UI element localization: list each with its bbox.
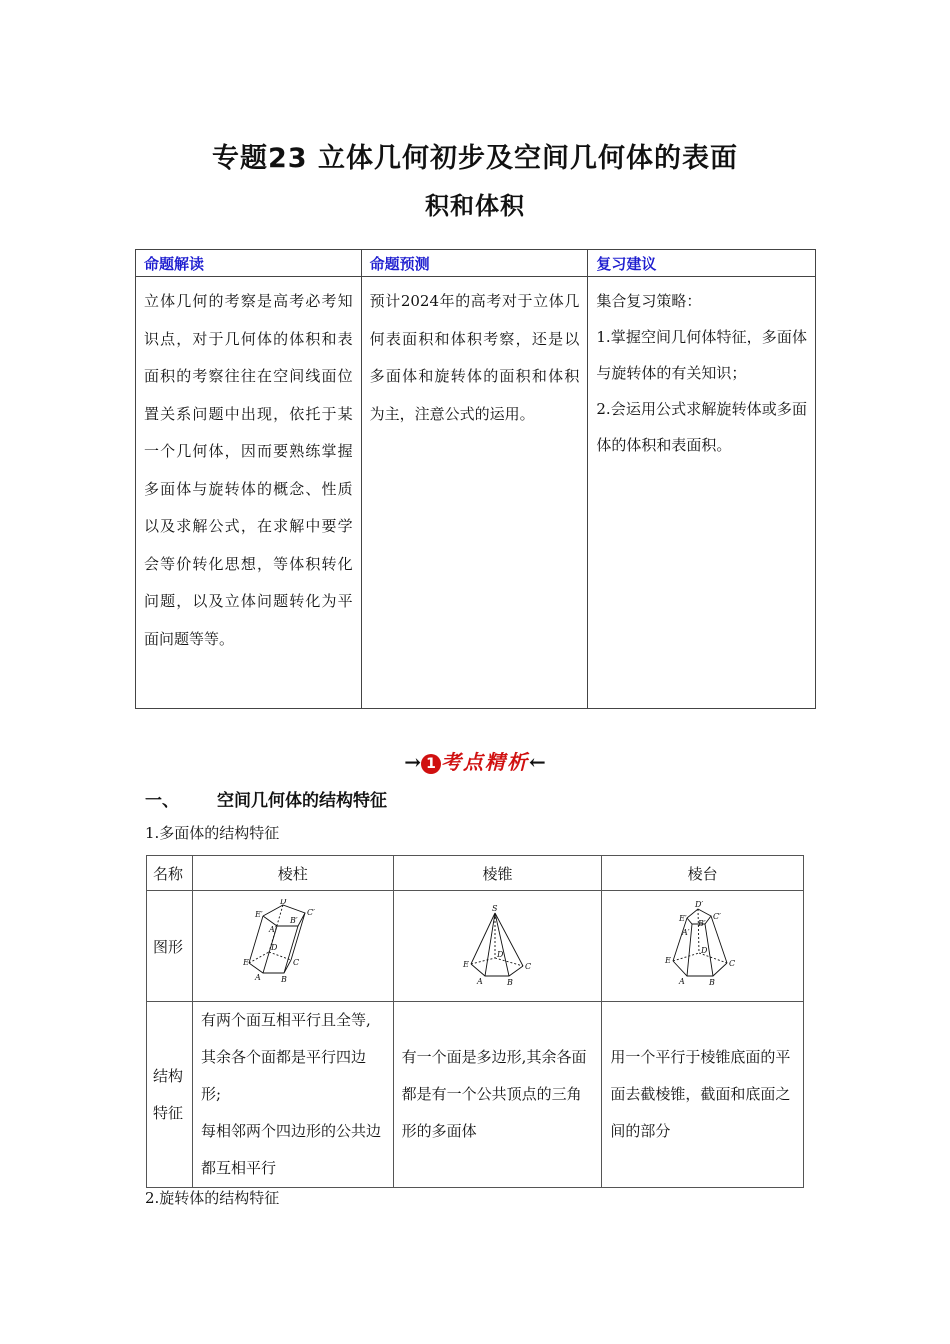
arrow-left-icon: ←: [529, 750, 546, 774]
vertex-label: C: [525, 961, 532, 971]
vertex-label: D′: [279, 898, 289, 906]
intro-prediction-text: 预计2024年的高考对于立体几何表面积和体积考察，还是以多面体和旋转体的面积和体积为主，注意公式的运用。: [361, 277, 588, 709]
figure-row: [147, 891, 804, 1002]
page-title-line-2: 积和体积: [425, 192, 525, 220]
prism-figure: [243, 899, 343, 994]
section-banner: [0, 746, 950, 775]
section-banner-label: 考点精析: [441, 750, 529, 774]
prism-figure-cell: [192, 891, 393, 1002]
review-line: 2.会运用公式求解旋转体或多面体的体积和表面积。: [596, 400, 807, 454]
vertex-label: D: [270, 942, 278, 952]
header-frustum: 棱台: [602, 856, 804, 891]
vertex-label: C′: [712, 912, 721, 921]
vertex-label: B: [708, 978, 715, 987]
vertex-label: B: [507, 977, 514, 987]
pyramid-figure-cell: [393, 891, 602, 1002]
intro-table-body-row: [136, 277, 816, 709]
intro-header-prediction: 命题预测: [361, 250, 588, 277]
vertex-label: C′: [306, 907, 315, 917]
frustum-description: 用一个平行于棱锥底面的平面去截棱锥，截面和底面之间的部分: [602, 1002, 804, 1188]
header-pyramid: 棱锥: [393, 856, 602, 891]
vertex-label: D: [497, 949, 504, 959]
arrow-right-icon: →: [404, 750, 421, 774]
intro-interpretation-text: 立体几何的考察是高考必考知识点，对于几何体的体积和表面积的考察往往在空间线面位置关系问题中出现，依托于某一个几何体，因而要熟练掌握多面体与旋转体的概念、性质以及求解公式，在求解中要学会等价转化思想，等体积转化问题，以及立体问题转化为平面问题等等。: [136, 277, 362, 709]
structure-row: [147, 1002, 804, 1188]
vertex-label: E′: [254, 909, 263, 919]
vertex-label: E: [242, 957, 249, 967]
intro-review-cell: [588, 277, 816, 709]
vertex-label: A: [678, 977, 685, 986]
pyramid-figure: [457, 904, 537, 989]
vertex-label: A′: [268, 924, 277, 934]
section-heading-number: 一、: [145, 791, 179, 811]
vertex-label: E′: [678, 914, 687, 923]
prism-description-1: 有两个面互相平行且全等,其余各个面都是平行四边形;: [200, 1011, 371, 1103]
vertex-label: E: [463, 959, 470, 969]
section-heading: [145, 786, 387, 811]
header-name: 名称: [147, 856, 193, 891]
section-number-badge: 1: [421, 754, 441, 774]
section-heading-text: 空间几何体的结构特征: [217, 791, 387, 811]
vertex-label: A′: [681, 928, 690, 937]
vertex-label: C: [292, 957, 299, 967]
structure-row-label: 结构特征: [147, 1002, 193, 1188]
figure-row-label: 图形: [147, 891, 193, 1002]
intro-header-interpretation: 命题解读: [136, 250, 362, 277]
vertex-label: B′: [289, 915, 298, 925]
subsection-title: 1.多面体的结构特征: [145, 824, 280, 842]
pyramid-description: 有一个面是多边形,其余各面都是有一个公共顶点的三角形的多面体: [393, 1002, 602, 1188]
vertex-label: A: [477, 976, 484, 986]
vertex-label: B: [280, 974, 287, 984]
prism-description-2: 每相邻两个四边形的公共边都互相平行: [200, 1122, 381, 1177]
header-prism: 棱柱: [192, 856, 393, 891]
review-line: 集合复习策略：: [596, 292, 702, 310]
subsection-title: 2.旋转体的结构特征: [145, 1189, 280, 1207]
vertex-label: E: [664, 956, 671, 965]
intro-table: [135, 249, 816, 709]
intro-table-header-row: [136, 250, 816, 277]
vertex-label: A: [254, 972, 261, 982]
polyhedra-table: [146, 855, 804, 1188]
vertex-label: D′: [694, 901, 703, 909]
vertex-label: C: [728, 959, 735, 968]
vertex-label: S: [492, 903, 498, 913]
vertex-label: D: [700, 946, 708, 955]
review-line: 1.掌握空间几何体特征，多面体与旋转体的有关知识；: [596, 328, 807, 382]
frustum-figure: [663, 901, 743, 991]
polyhedra-header-row: [147, 856, 804, 891]
vertex-label: B′: [697, 919, 706, 928]
frustum-figure-cell: [602, 891, 804, 1002]
page-title-line-1: 专题23 立体几何初步及空间几何体的表面: [212, 143, 738, 174]
prism-description-cell: [192, 1002, 393, 1188]
intro-header-review: 复习建议: [588, 250, 816, 277]
